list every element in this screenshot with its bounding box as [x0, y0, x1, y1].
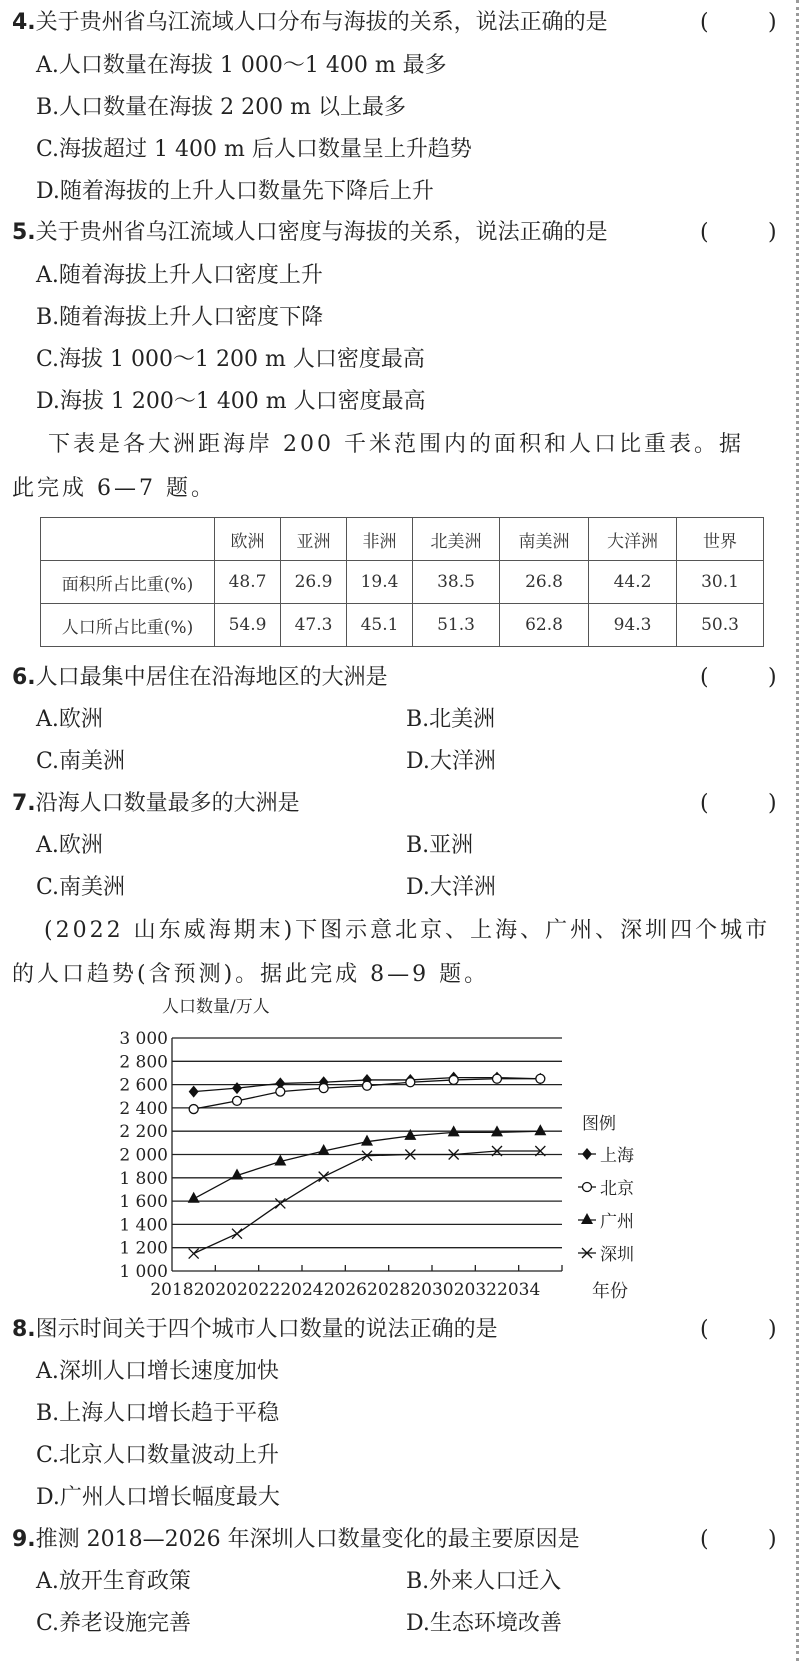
data-point: [493, 1074, 502, 1083]
y-tick-label: 1 400: [119, 1215, 168, 1236]
question-number: 4.: [12, 10, 36, 35]
table-cell: 26.8: [500, 561, 589, 604]
table-cell: 19.4: [347, 561, 413, 604]
answer-paren-open: (: [700, 1527, 709, 1552]
legend-item: [578, 1146, 634, 1166]
q5-option-c: C.海拔 1 000～1 200 m 人口密度最高: [36, 347, 425, 372]
table-cell: 47.3: [281, 604, 347, 647]
answer-paren-close: ): [768, 791, 777, 816]
data-point: [406, 1078, 415, 1087]
table-row: [41, 604, 764, 647]
q7-option-a: A.欧洲: [36, 833, 103, 858]
legend-title: 图例: [582, 1114, 616, 1134]
x-tick-label: 2022: [237, 1280, 281, 1300]
question-text: 推测 2018—2026 年深圳人口数量变化的最主要原因是: [35, 1527, 580, 1552]
legend-label: 上海: [600, 1146, 634, 1166]
q4-option-a: A.人口数量在海拔 1 000～1 400 m 最多: [36, 53, 447, 78]
legend-item: [578, 1245, 634, 1265]
y-tick-labels: [119, 1029, 168, 1282]
table-header-cell: 世界: [677, 518, 764, 561]
question-number: 8.: [12, 1317, 36, 1342]
question-number: 7.: [12, 791, 36, 816]
q4-option-b: B.人口数量在海拔 2 200 m 以上最多: [36, 95, 406, 120]
x-tick-label: 2034: [497, 1280, 541, 1300]
q7-option-d: D.大洋洲: [406, 875, 496, 900]
legend-label: 北京: [600, 1179, 634, 1199]
table-row-label: 人口所占比重(%): [41, 604, 215, 647]
y-tick-label: 1 200: [119, 1238, 168, 1259]
data-point: [275, 1198, 285, 1208]
table-cell: 48.7: [215, 561, 281, 604]
question-7-stem: [12, 791, 300, 817]
table-cell: 45.1: [347, 604, 413, 647]
x-axis-label: 年份: [592, 1281, 628, 1302]
question-number: 6.: [12, 665, 36, 690]
answer-paren-open: (: [700, 791, 709, 816]
table-cell: 94.3: [589, 604, 677, 647]
q6-option-b: B.北美洲: [406, 707, 496, 732]
page-edge-dotted-border: [796, 0, 799, 1661]
data-point: [536, 1074, 545, 1083]
question-text: 关于贵州省乌江流域人口分布与海拔的关系，说法正确的是: [35, 10, 608, 35]
legend-marker-icon: [582, 1148, 592, 1160]
table-cell: 30.1: [677, 561, 764, 604]
answer-paren-close: ): [768, 220, 777, 245]
table-header-cell: [41, 518, 215, 561]
chart-series: [188, 1072, 547, 1259]
question-number: 9.: [12, 1527, 36, 1552]
intro-6-7-line1: 下表是各大洲距海岸 200 千米范围内的面积和人口比重表。据: [48, 432, 744, 457]
x-tick-label: 2032: [453, 1280, 497, 1300]
data-point: [233, 1096, 242, 1105]
question-9-stem: [12, 1527, 580, 1553]
answer-paren-close: ): [768, 665, 777, 690]
table-header-row: [41, 518, 764, 561]
legend-label: 广州: [600, 1212, 634, 1232]
x-tick-label: 2026: [323, 1280, 367, 1300]
table-row-label: 面积所占比重(%): [41, 561, 215, 604]
x-tick-label: 2030: [410, 1280, 454, 1300]
question-8-stem: [12, 1317, 498, 1343]
y-tick-label: 2 400: [119, 1098, 168, 1119]
table-header-cell: 大洋洲: [589, 518, 677, 561]
q7-option-b: B.亚洲: [406, 833, 474, 858]
y-tick-label: 2 800: [119, 1052, 168, 1073]
answer-paren-open: (: [700, 10, 709, 35]
table-row: [41, 561, 764, 604]
answer-paren-close: ): [768, 10, 777, 35]
series-广州: [188, 1124, 547, 1203]
intro-8-9-line2: 的人口趋势(含预测)。据此完成 8—9 题。: [12, 962, 490, 987]
data-point: [232, 1082, 242, 1094]
question-text: 沿海人口数量最多的大洲是: [35, 791, 300, 816]
q6-option-a: A.欧洲: [36, 707, 103, 732]
q9-option-b: B.外来人口迁入: [406, 1569, 562, 1594]
data-point: [189, 1105, 198, 1114]
table-cell: 26.9: [281, 561, 347, 604]
q8-option-b: B.上海人口增长趋于平稳: [36, 1401, 280, 1426]
intro-8-9-line1: (2022 山东威海期末)下图示意北京、上海、广州、深圳四个城市: [44, 918, 771, 943]
q6-option-c: C.南美洲: [36, 749, 126, 774]
q5-option-a: A.随着海拔上升人口密度上升: [36, 263, 323, 288]
table-cell: 62.8: [500, 604, 589, 647]
table-cell: 51.3: [413, 604, 500, 647]
intro-6-7-line2: 此完成 6—7 题。: [12, 476, 216, 501]
answer-paren-open: (: [700, 1317, 709, 1342]
series-深圳: [189, 1146, 546, 1259]
data-point: [449, 1075, 458, 1084]
table-header-cell: 南美洲: [500, 518, 589, 561]
q9-option-a: A.放开生育政策: [36, 1569, 191, 1594]
answer-paren-open: (: [700, 665, 709, 690]
question-4-stem: [12, 10, 608, 36]
x-tick-label: 2028: [367, 1280, 411, 1300]
city-population-line-chart: [100, 990, 720, 1310]
q7-option-c: C.南美洲: [36, 875, 126, 900]
table-cell: 50.3: [677, 604, 764, 647]
legend-item: [578, 1179, 634, 1199]
q5-option-d: D.海拔 1 200～1 400 m 人口密度最高: [36, 389, 426, 414]
q4-option-c: C.海拔超过 1 400 m 后人口数量呈上升趋势: [36, 137, 472, 162]
q8-option-c: C.北京人口数量波动上升: [36, 1443, 280, 1468]
question-5-stem: [12, 220, 608, 246]
table-header-cell: 欧洲: [215, 518, 281, 561]
coastal-proportion-table: [40, 517, 764, 647]
question-6-stem: [12, 665, 388, 691]
y-tick-label: 2 200: [119, 1122, 168, 1143]
y-tick-label: 1 000: [119, 1262, 168, 1282]
data-point: [404, 1129, 416, 1140]
q6-option-d: D.大洋洲: [406, 749, 496, 774]
table-header-cell: 北美洲: [413, 518, 500, 561]
y-tick-label: 3 000: [119, 1029, 168, 1049]
x-tick-labels: [150, 1280, 540, 1300]
legend-label: 深圳: [600, 1245, 634, 1265]
question-text: 关于贵州省乌江流域人口密度与海拔的关系，说法正确的是: [35, 220, 608, 245]
answer-paren-close: ): [768, 1527, 777, 1552]
chart-legend: [578, 1114, 634, 1265]
question-text: 人口最集中居住在沿海地区的大洲是: [35, 665, 388, 690]
legend-item: [578, 1212, 634, 1232]
data-point: [232, 1229, 242, 1239]
data-point: [319, 1084, 328, 1093]
data-point: [189, 1249, 199, 1259]
question-number: 5.: [12, 220, 36, 245]
question-text: 图示时间关于四个城市人口数量的说法正确的是: [35, 1317, 498, 1342]
table-cell: 54.9: [215, 604, 281, 647]
answer-paren-open: (: [700, 220, 709, 245]
data-point: [534, 1124, 546, 1135]
y-tick-label: 1 600: [119, 1192, 168, 1213]
series-line: [194, 1151, 541, 1254]
q8-option-a: A.深圳人口增长速度加快: [36, 1359, 279, 1384]
q5-option-b: B.随着海拔上升人口密度下降: [36, 305, 324, 330]
table-header-cell: 亚洲: [281, 518, 347, 561]
data-point: [276, 1087, 285, 1096]
y-tick-label: 2 000: [119, 1145, 168, 1166]
x-tick-label: 2024: [280, 1280, 324, 1300]
data-point: [189, 1086, 199, 1098]
answer-paren-close: ): [768, 1317, 777, 1342]
y-tick-label: 2 600: [119, 1075, 168, 1096]
legend-marker-icon: [583, 1183, 592, 1192]
q8-option-d: D.广州人口增长幅度最大: [36, 1485, 280, 1510]
table-header-cell: 非洲: [347, 518, 413, 561]
x-tick-label: 2018: [150, 1280, 194, 1300]
data-point: [363, 1081, 372, 1090]
q9-option-d: D.生态环境改善: [406, 1611, 562, 1636]
data-point: [188, 1192, 200, 1203]
y-axis-label: 人口数量/万人: [162, 997, 270, 1017]
table-cell: 44.2: [589, 561, 677, 604]
table-cell: 38.5: [413, 561, 500, 604]
q4-option-d: D.随着海拔的上升人口数量先下降后上升: [36, 179, 434, 204]
legend-marker-icon: [581, 1213, 593, 1224]
y-tick-label: 1 800: [119, 1168, 168, 1189]
data-point: [319, 1172, 329, 1182]
data-point: [361, 1135, 373, 1146]
q9-option-c: C.养老设施完善: [36, 1611, 192, 1636]
x-tick-label: 2020: [193, 1280, 237, 1300]
